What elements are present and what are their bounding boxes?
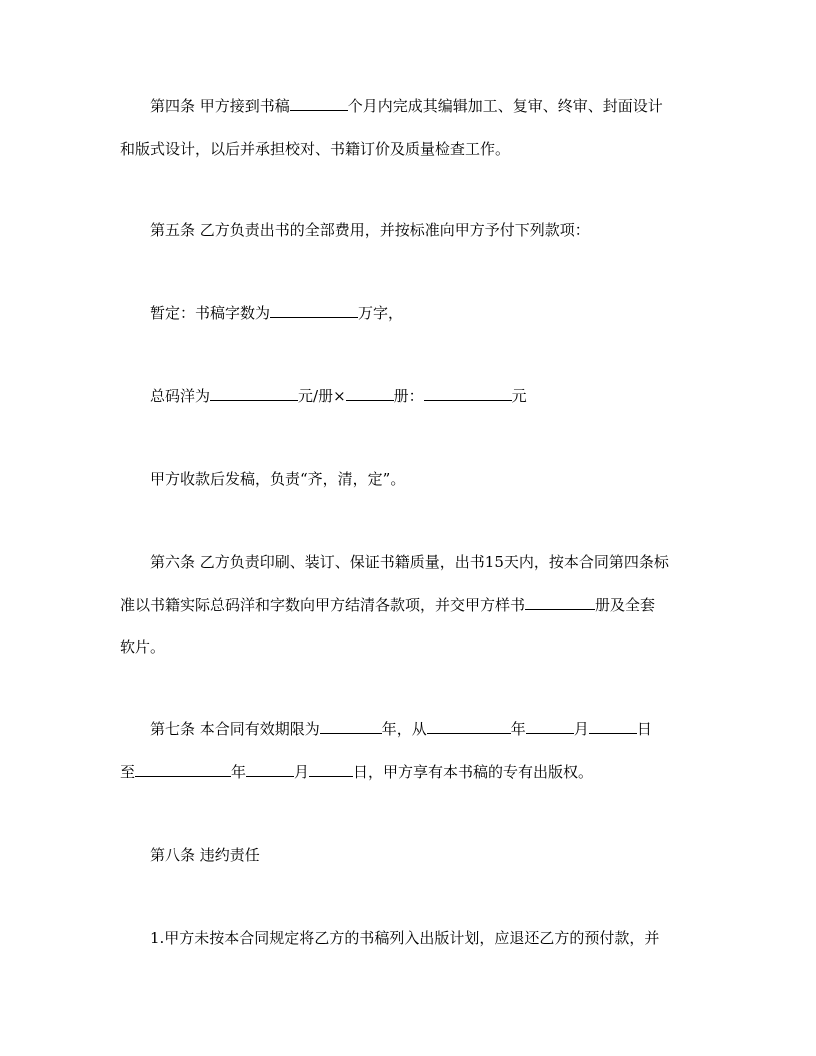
article-7-text-i: 日，甲方享有本书稿的专有出版权。 bbox=[353, 763, 594, 781]
article-7-text-e: 日 bbox=[636, 720, 652, 738]
total-text-b: 元/册× bbox=[298, 387, 346, 405]
receipt-line bbox=[150, 469, 405, 489]
article-4-text-a: 第四条 甲方接到书稿 bbox=[150, 97, 290, 115]
article-4-line-2 bbox=[120, 139, 510, 159]
article-8-line bbox=[150, 845, 260, 865]
article-7-text-a: 第七条 本合同有效期限为 bbox=[150, 720, 320, 738]
article-6-line-1 bbox=[150, 552, 669, 572]
months-blank[interactable] bbox=[290, 96, 348, 111]
validity-years-blank[interactable] bbox=[320, 719, 382, 734]
receipt-text: 甲方收款后发稿，负责“齐，清，定”。 bbox=[150, 470, 406, 488]
copies-blank[interactable] bbox=[346, 386, 394, 401]
article-5-line bbox=[150, 220, 590, 240]
start-month-blank[interactable] bbox=[526, 719, 574, 734]
unit-price-blank[interactable] bbox=[210, 386, 298, 401]
article-6-text-line2a: 准以书籍实际总码洋和字数向甲方结清各款项，并交甲方样书 bbox=[120, 596, 526, 614]
article-7-text-b: 年，从 bbox=[381, 720, 427, 738]
start-year-blank[interactable] bbox=[427, 719, 511, 734]
article-6-text-line3: 软片。 bbox=[120, 638, 166, 656]
article-5-text: 第五条 乙方负责出书的全部费用，并按标准向甲方予付下列款项： bbox=[150, 221, 590, 239]
start-day-blank[interactable] bbox=[589, 719, 637, 734]
tentative-text-b: 万字， bbox=[358, 304, 404, 322]
total-line bbox=[150, 386, 527, 406]
end-year-blank[interactable] bbox=[135, 762, 231, 777]
article-6-line-3 bbox=[120, 637, 165, 657]
word-count-blank[interactable] bbox=[270, 303, 358, 318]
total-amount-blank[interactable] bbox=[424, 386, 512, 401]
sample-copies-blank[interactable] bbox=[525, 595, 595, 610]
tentative-line bbox=[150, 303, 403, 323]
clause-1-line bbox=[150, 928, 659, 948]
total-text-a: 总码洋为 bbox=[150, 387, 211, 405]
article-7-line-2 bbox=[120, 762, 593, 782]
article-7-text-g: 年 bbox=[231, 763, 247, 781]
article-6-text-line2b: 册及全套 bbox=[595, 596, 656, 614]
end-day-blank[interactable] bbox=[309, 762, 353, 777]
article-6-line-2 bbox=[120, 595, 655, 615]
total-text-c: 册： bbox=[393, 387, 424, 405]
article-7-text-d: 月 bbox=[573, 720, 589, 738]
article-4-text-line2: 和版式设计，以后并承担校对、书籍订价及质量检查工作。 bbox=[120, 140, 511, 158]
article-7-text-c: 年 bbox=[510, 720, 526, 738]
article-4-text-b: 个月内完成其编辑加工、复审、终审、封面设计 bbox=[347, 97, 663, 115]
article-7-line-1 bbox=[150, 719, 652, 739]
article-7-text-f: 至 bbox=[120, 763, 136, 781]
end-month-blank[interactable] bbox=[246, 762, 294, 777]
article-8-text: 第八条 违约责任 bbox=[150, 846, 260, 864]
tentative-text-a: 暂定：书稿字数为 bbox=[150, 304, 271, 322]
article-4-line-1 bbox=[150, 96, 663, 116]
total-text-d: 元 bbox=[511, 387, 527, 405]
article-6-text-line1: 第六条 乙方负责印刷、装订、保证书籍质量，出书15天内，按本合同第四条标 bbox=[150, 553, 669, 571]
clause-1-text: 1.甲方未按本合同规定将乙方的书稿列入出版计划，应退还乙方的预付款，并 bbox=[150, 929, 660, 947]
article-7-text-h: 月 bbox=[294, 763, 310, 781]
